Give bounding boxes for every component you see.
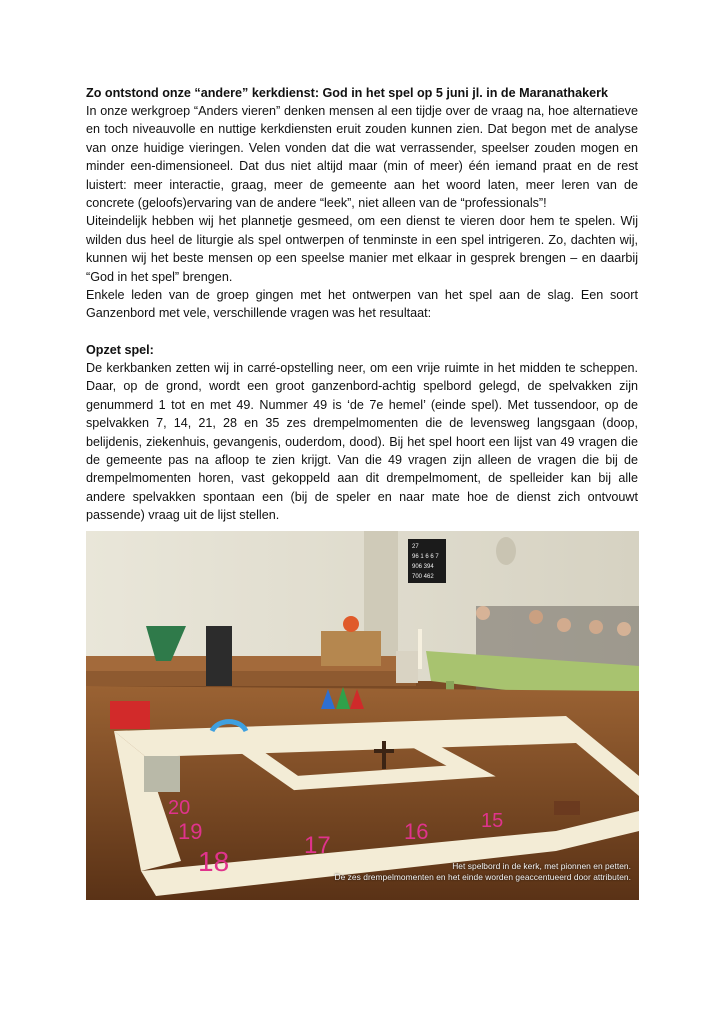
hymn-board-line-2: 96 1 6 6 7 [412, 554, 439, 560]
hymn-board-line-4: 700 462 [412, 574, 434, 580]
flowers [343, 616, 359, 632]
lantern [144, 756, 180, 792]
photo-caption [335, 861, 632, 882]
tile-number-17: 17 [304, 832, 331, 859]
lectern [206, 626, 232, 686]
tile-number-15: 15 [481, 810, 504, 832]
hymn-board-line-3: 906 394 [412, 564, 434, 570]
cross [382, 741, 386, 769]
person-head-2 [529, 610, 543, 624]
person-head-3 [557, 618, 571, 632]
caption-line-2: De zes drempelmomenten en het einde worden geaccentueerd door attributen. [334, 871, 631, 882]
paragraph-intro: In onze werkgroep “Anders vieren” denken mensen al een tijdje over de vraag na, hoe alternatieve en toch niveauvolle en nuttige kerkdiensten eruit zouden kunnen zien. Dat begon met de analyse van onze huidige vieringen. Velen vonden dat die wat verrassender, speelser zouden mogen en minder een-dimensioneel. Dat dus niet altijd maar (min of meer) één iemand praat en de rest luistert: meer interactie, graag, meer de gemeente aan het woord laten, meer leren van de concrete (geloofs)ervaring van de andere “leek”, niet alleen van de “professionals”! [86, 104, 638, 211]
candle [418, 629, 422, 669]
tile-number-18: 18 [198, 846, 230, 877]
book [554, 801, 580, 815]
caption-line-1: Het spelbord in de kerk, met pionnen en petten. [452, 861, 631, 871]
section-paragraph: De kerkbanken zetten wij in carré-opstelling neer, om een vrije ruimte in het midden te scheppen. Daar, op de grond, wordt een groot ganzenbord-achtig spelbord gelegd, de spelvakken zijn genummerd 1 tot en met 49. Nummer 49 is ‘de 7e hemel’ (einde spel). Met tussendoor, op de spelvakken 7, 14, 21, 28 en 35 zes drempelmomenten die de levensweg langsgaan (doop, belijdenis, ziekenhuis, gevangenis, ouderdom, dood). Bij het spel hoort een lijst van 49 vragen die de gemeente pas na afloop te zien krijgt. Van die 49 vragen zijn alleen de vragen die bij de drempelmomenten horen, vast gekoppeld aan dit drempelmoment, de spelleider kan bij alle andere spelvakken spontaan een (bij de speler en naar mate hoe de dienst zich ontvouwt passende) vraag uit de lijst stellen. [86, 360, 638, 523]
communion-table [321, 631, 381, 666]
section-heading: Opzet spel: [86, 342, 154, 357]
paragraph-design: Enkele leden van de groep gingen met het ontwerpen van het spel aan de slag. Een soort Ganzenbord met vele, verschillende vragen was het resultaat: [86, 288, 638, 321]
spacer [86, 323, 638, 341]
tile-number-16: 16 [404, 819, 429, 844]
red-box [110, 701, 150, 729]
wall-medallion [496, 537, 516, 565]
person-head-1 [476, 606, 490, 620]
paragraph-plan: Uiteindelijk hebben wij het plannetje gesmeed, om een dienst te vieren door hem te spelen. Wij wilden dus heel de liturgie als spel ontwerpen of tenminste in een spel intrigeren. Zo, dachten wij, kunnen wij het beste mensen op een speelse manier met elkaar in gesprek brengen – en daarbij “God in het spel” brengen. [86, 214, 638, 284]
tile-number-20: 20 [168, 797, 191, 819]
church-game-photo [86, 531, 639, 900]
person-head-5 [617, 622, 631, 636]
article-title: Zo ontstond onze “andere” kerkdienst: God in het spel op 5 juni jl. in de Maranathakerk [86, 86, 609, 100]
hymn-board-line-1: 27 [412, 544, 419, 550]
cross-beam [374, 749, 394, 753]
tile-number-19: 19 [178, 819, 203, 844]
chancel-step-2 [86, 671, 416, 686]
person-head-4 [589, 620, 603, 634]
article [86, 84, 638, 525]
baptismal-font [396, 651, 418, 683]
